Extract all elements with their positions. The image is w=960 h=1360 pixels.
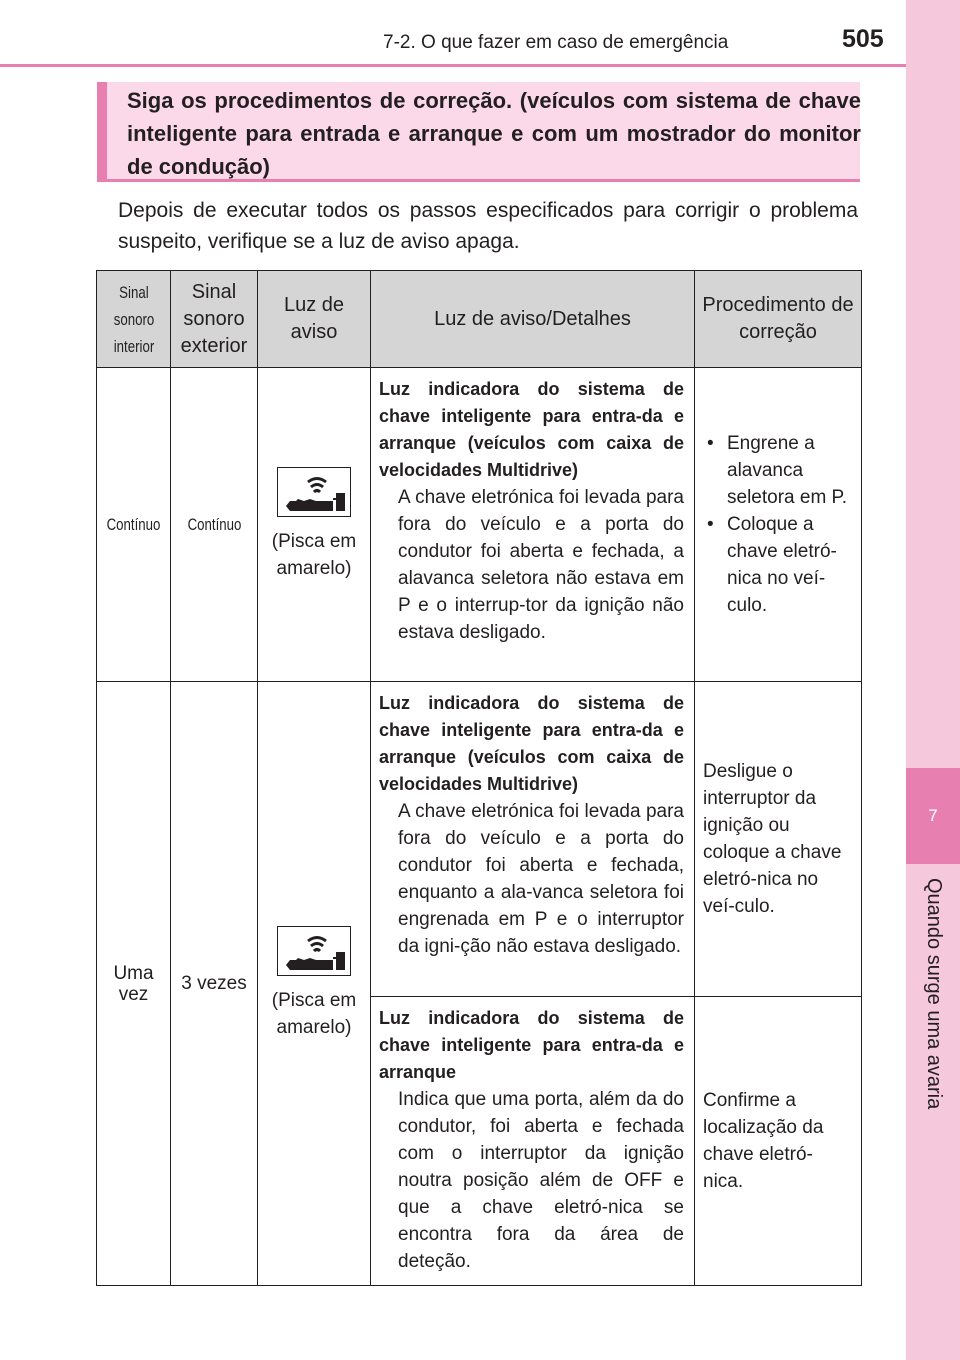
page-number: 505 [842,25,884,53]
header-exterior-buzzer: Sinal sonoro exterior [171,271,258,368]
smart-key-warning-icon [277,926,351,976]
header-interior-buzzer: Sinal sonoro interior [97,271,171,368]
warning-light-caption: (Pisca em amarelo) [271,531,357,579]
table-row [97,682,862,997]
procedure-text: Desligue o interruptor da ignição ou coloque a chave eletró-nica no veí-culo. [703,761,842,917]
procedure-item: • Engrene a alavanca seletora em P. [703,430,851,511]
detail-body: Indica que uma porta, além da do condutor, foi aberta e fechada com o interruptor da ignição noutra posição além de OFF e que a chave eletró-nica se encontra fora da área de deteção. [398,1089,684,1272]
cell-exterior-buzzer: Contínuo [171,368,258,682]
warning-light-caption: (Pisca em amarelo) [271,990,357,1038]
cell-warning-light [258,682,371,1286]
cell-details [371,682,695,997]
header-rule [0,64,906,67]
detail-body: A chave eletrónica foi levada para fora do veículo e a porta do condutor foi aberta e fechada, a alavanca seletora não estava em P e o interrup-tor da ignição não estava desligado. [398,487,684,643]
detail-body: A chave eletrónica foi levada para fora do veículo e a porta do condutor foi aberta e fechada, enquanto a ala-vanca seletora foi engrenada em P e o interruptor da igni-ção não estava desligado. [398,801,684,957]
cell-procedure [695,682,862,997]
table-row [97,368,862,682]
cell-procedure [695,997,862,1286]
header-warning-light: Luz de aviso [258,271,371,368]
section-heading-box [97,82,860,182]
procedure-item: • Coloque a chave eletró-nica no veí-culo. [703,511,851,619]
detail-title: Luz indicadora do sistema de chave inteligente para entra-da e arranque (veículos com caixa de velocidades Multidrive) [379,379,684,480]
table-header-row [97,271,862,368]
smart-key-warning-icon [277,467,351,517]
cell-details [371,368,695,682]
chapter-number: 7 [928,806,938,825]
cell-interior-buzzer: Contínuo [97,368,171,682]
chapter-title-vertical [923,878,946,1110]
header-details: Luz de aviso/Detalhes [371,271,695,368]
running-header: 7-2. O que fazer em caso de emergência [383,32,729,53]
cell-details [371,997,695,1286]
cell-interior-buzzer: Uma vez [97,682,171,1286]
chapter-tab[interactable] [906,768,960,864]
cell-procedure [695,368,862,682]
intro-paragraph: Depois de executar todos os passos especificados para corrigir o problema suspeito, verifique se a luz de aviso apaga. [118,199,858,253]
section-title: Siga os procedimentos de correção. (veículos com sistema de chave inteligente para entrada e arranque e com um mostrador do monitor de condução) [127,88,861,179]
detail-title: Luz indicadora do sistema de chave inteligente para entra-da e arranque [379,1008,684,1082]
procedure-text: Confirme a localização da chave eletró-nica. [703,1090,824,1192]
cell-warning-light [258,368,371,682]
chapter-title: Quando surge uma avaria [923,878,945,1110]
side-thumb-strip [906,0,960,1360]
detail-title: Luz indicadora do sistema de chave inteligente para entra-da e arranque (veículos com caixa de velocidades Multidrive) [379,693,684,794]
cell-exterior-buzzer: 3 vezes [171,682,258,1286]
warning-table [96,270,862,1286]
header-procedure: Procedimento de correção [695,271,862,368]
